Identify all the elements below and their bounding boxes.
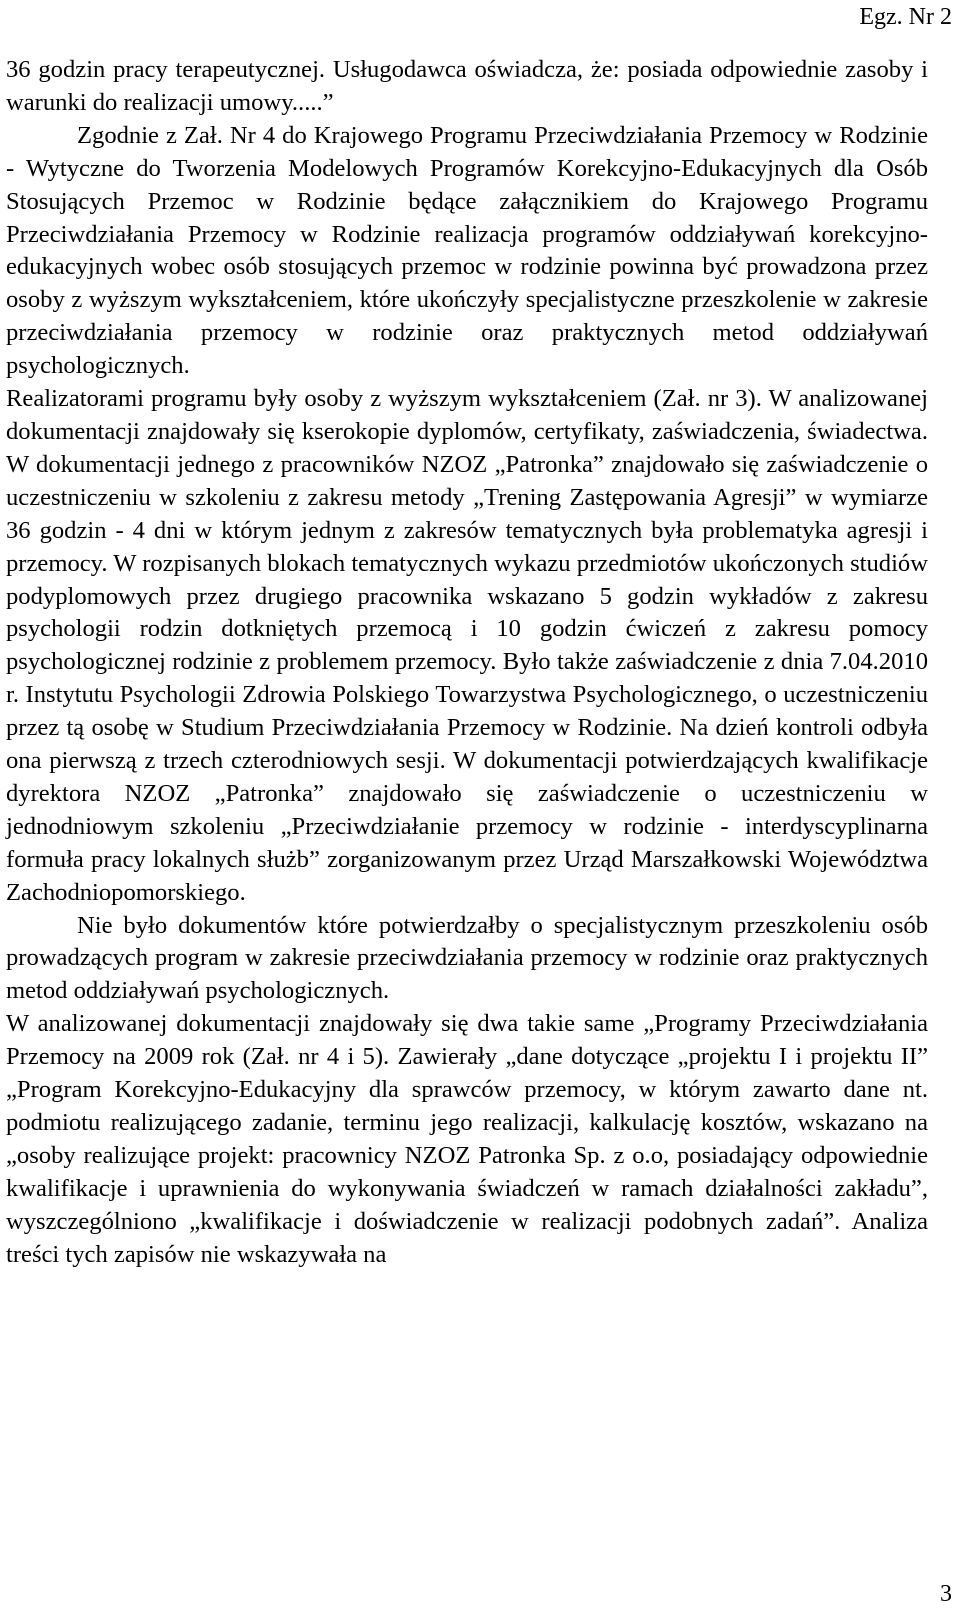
paragraph-missing-documents: Nie było dokumentów które potwierdzałby o specjalistycznym przeszkoleniu osób prowadzących program w zakresie przeciwdziałania przemocy w rodzinie oraz praktycznych metod oddziaływań psychologicznych. <box>6 911 928 1005</box>
copy-number-label: Egz. Nr 2 <box>859 4 952 30</box>
paragraph-program-documentation: W analizowanej dokumentacji znajdowały się dwa takie same „Programy Przeciwdziałania Przemocy na 2009 rok (Zał. nr 4 i 5). Zawierały „dane dotyczące „projektu I i projektu II” „Program Korekcyjno-Edukacyjny dla sprawców przemocy, w którym zawarto dane nt. podmiotu realizującego zadanie, terminu jego realizacji, kalkulację kosztów, wskazano na „osoby realizujące projekt: pracownicy NZOZ Patronka Sp. z o.o, posiadający odpowiednie kwalifikacje i uprawnienia do wykonywania świadczeń w ramach działalności zakładu”, wyszczególniono „kwalifikacje i doświadczenie w realizacji podobnych zadań”. Analiza treści tych zapisów nie wskazywała na <box>6 1010 928 1268</box>
paragraph-service-declaration: 36 godzin pracy terapeutycznej. Usługodawca oświadcza, że: posiada odpowiednie zasoby i warunki do realizacji umowy.....” <box>6 56 928 116</box>
document-body <box>6 54 928 1272</box>
paragraph-staff-qualifications: Realizatorami programu były osoby z wyższym wykształceniem (Zał. nr 3). W analizowanej dokumentacji znajdowały się kserokopie dyplomów, certyfikaty, zaświadczenia, świadectwa. W dokumentacji jednego z pracowników NZOZ „Patronka” znajdowało się zaświadczenie o uczestniczeniu w szkoleniu z zakresu metody „Trening Zastępowania Agresji” w wymiarze 36 godzin - 4 dni w którym jednym z zakresów tematycznych była problematyka agresji i przemocy. W rozpisanych blokach tematycznych wykazu przedmiotów ukończonych studiów podyplomowych przez drugiego pracownika wskazano 5 godzin wykładów z zakresu psychologii rodzin dotkniętych przemocą i 10 godzin ćwiczeń z zakresu pomocy psychologicznej rodzinie z problemem przemocy. Było także zaświadczenie z dnia 7.04.2010 r. Instytutu Psychologii Zdrowia Polskiego Towarzystwa Psychologicznego, o uczestniczeniu przez tą osobę w Studium Przeciwdziałania Przemocy w Rodzinie. Na dzień kontroli odbyła ona pierwszą z trzech czterodniowych sesji. W dokumentacji potwierdzających kwalifikacje dyrektora NZOZ „Patronka” znajdowało się zaświadczenie o uczestniczeniu w jednodniowym szkoleniu „Przeciwdziałanie przemocy w rodzinie - interdyscyplinarna formuła pracy lokalnych służb” zorganizowanym przez Urząd Marszałkowski Województwa Zachodniopomorskiego. <box>6 385 928 906</box>
paragraph-program-requirements: Zgodnie z Zał. Nr 4 do Krajowego Programu Przeciwdziałania Przemocy w Rodzinie - Wytyczne do Tworzenia Modelowych Programów Korekcyjno-Edukacyjnych dla Osób Stosujących Przemoc w Rodzinie będące załącznikiem do Krajowego Programu Przeciwdziałania Przemocy w Rodzinie realizacja programów oddziaływań korekcyjno-edukacyjnych wobec osób stosujących przemoc w rodzinie powinna być prowadzona przez osoby z wyższym wykształceniem, które ukończyły specjalistyczne przeszkolenie w zakresie przeciwdziałania przemocy w rodzinie oraz praktycznych metod oddziaływań psychologicznych. <box>6 121 928 380</box>
page-number: 3 <box>940 1581 952 1607</box>
